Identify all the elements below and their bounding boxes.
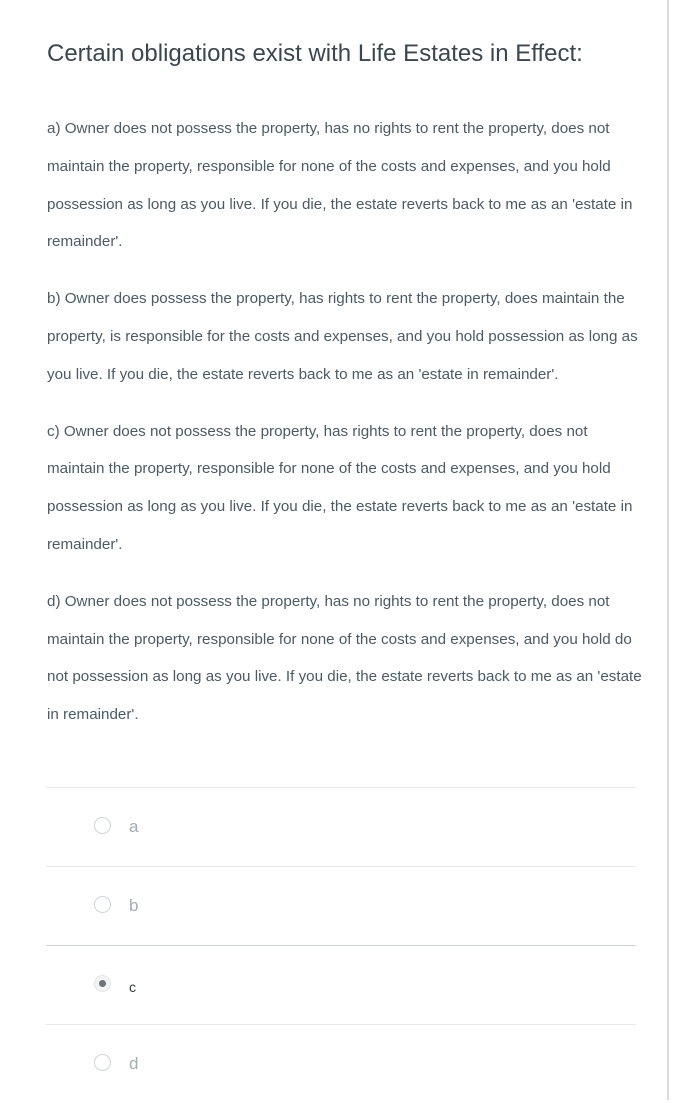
answer-option-b[interactable] xyxy=(46,866,636,945)
radio-button-b[interactable] xyxy=(94,896,111,913)
statement-b: b) Owner does possess the property, has rights to rent the property, does maintain the property, is responsible for the costs and expenses, and you hold possession as long as you live. If you die, the estate reverts back to me as an 'estate in remainder'. xyxy=(47,290,638,383)
answer-option-d[interactable] xyxy=(46,1024,636,1103)
statement-d: d) Owner does not possess the property, has no rights to rent the property, does not maintain the property, responsible for none of the costs and expenses, and you hold do not possession as long as you live. If you die, the estate reverts back to me as an 'estate in remainder'. xyxy=(47,592,642,724)
question-title: Certain obligations exist with Life Estates in Effect: xyxy=(47,40,583,67)
radio-button-a[interactable] xyxy=(94,817,111,834)
answer-list xyxy=(46,787,636,1103)
radio-button-c[interactable] xyxy=(94,975,111,992)
question-container xyxy=(47,36,647,753)
answer-label-a: a xyxy=(129,817,139,836)
answer-option-c[interactable] xyxy=(46,945,636,1024)
radio-button-d[interactable] xyxy=(94,1054,111,1071)
answer-label-d: d xyxy=(129,1054,139,1073)
content-right-border xyxy=(667,0,669,1100)
answer-option-a[interactable] xyxy=(46,787,636,866)
answer-label-b: b xyxy=(129,896,139,915)
statement-c: c) Owner does not possess the property, has rights to rent the property, does not maintain the property, responsible for none of the costs and expenses, and you hold possession as long as you live. If you die, the estate reverts back to me as an 'estate in remainder'. xyxy=(47,422,633,553)
statement-a: a) Owner does not possess the property, has no rights to rent the property, does not maintain the property, responsible for none of the costs and expenses, and you hold possession as long as you live. If you die, the estate reverts back to me as an 'estate in remainder'. xyxy=(47,120,633,251)
answer-label-c: c xyxy=(129,979,136,995)
